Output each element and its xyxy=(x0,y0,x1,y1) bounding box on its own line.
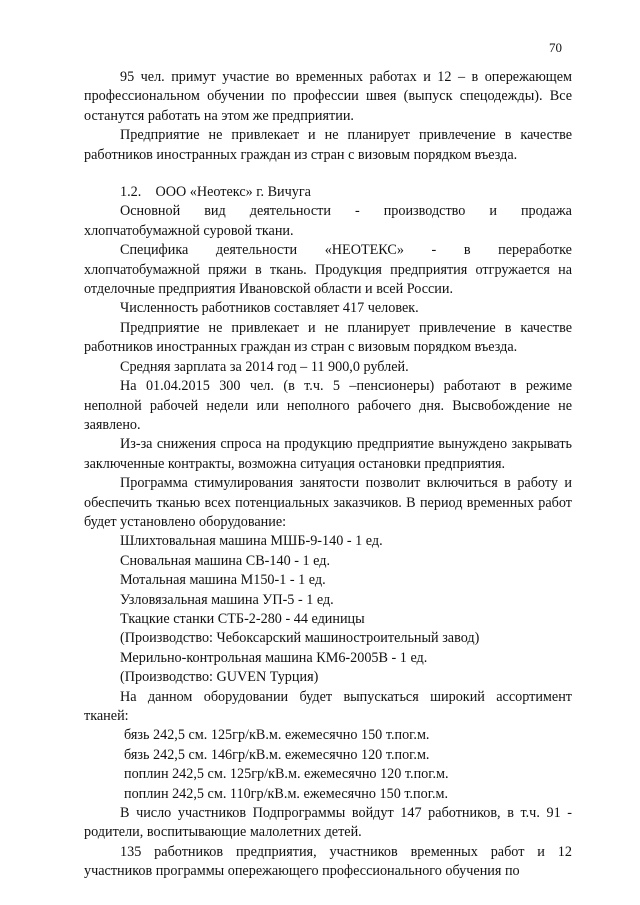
activity-rest: хлопчатобумажной суровой ткани. xyxy=(84,222,294,239)
paragraph-program: Программа стимулирования занятости позволит включиться в работу и обеспечить тканью всех потенциальных заказчиков. В период временных работ будет установлено оборудование: xyxy=(84,475,572,530)
fabric-item: поплин 242,5 см. 125гр/кВ.м. ежемесячно 120 т.пог.м. xyxy=(124,766,449,783)
equipment-item: Сновальная машина СВ-140 - 1 ед. xyxy=(120,552,330,569)
activity-word: деятельности xyxy=(249,203,331,220)
paragraph-foreign-workers: Предприятие не привлекает и не планирует привлечение в качестве работников иностранных граждан из стран с визовым порядком въезда. xyxy=(84,319,572,356)
activity-word: продажа xyxy=(520,203,572,220)
equipment-item: (Производство: GUVEN Турция) xyxy=(120,669,319,686)
document-body xyxy=(84,68,572,882)
paragraph-participants: В число участников Подпрограммы войдут 147 работников, в т.ч. 91 - родители, воспитывающие малолетних детей. xyxy=(84,805,572,841)
specifics-word: «НЕОТЕКС» xyxy=(324,242,404,259)
activity-word: вид xyxy=(204,203,226,220)
specifics-word: в xyxy=(463,242,471,259)
activity-word: и xyxy=(489,203,497,220)
paragraph-temporary-work: 95 чел. примут участие во временных работах и 12 – в опережающем профессиональном обучении по профессии швея (выпуск спецодежды). Все останутся работать на этом же предприятии. xyxy=(84,69,572,124)
specifics-word: переработке xyxy=(498,242,572,259)
paragraph-135-workers: 135 работников предприятия, участников временных работ и 12 участников программы опережающего профессионального обучения по xyxy=(84,843,572,880)
equipment-item: Шлихтовальная машина МШБ-9-140 - 1 ед. xyxy=(120,533,383,550)
equipment-item: Мерильно-контрольная машина КМ6-2005В - 1 ед. xyxy=(120,649,428,666)
paragraph-assortment: На данном оборудовании будет выпускаться широкий ассортимент тканей: xyxy=(84,688,572,724)
fabric-item: бязь 242,5 см. 125гр/кВ.м. ежемесячно 150 т.пог.м. xyxy=(124,727,430,744)
specifics-word: деятельности xyxy=(215,242,298,259)
specifics-line xyxy=(84,241,572,260)
activity-word: производство xyxy=(383,203,466,220)
paragraph-part-time: На 01.04.2015 300 чел. (в т.ч. 5 –пенсионеры) работают в режиме неполной рабочей недели или неполного рабочего дня. Высвобождение не заявлено. xyxy=(84,378,572,433)
specifics-word: - xyxy=(431,242,437,259)
paragraph-salary: Средняя зарплата за 2014 год – 11 900,0 рублей. xyxy=(120,358,409,375)
paragraph-demand: Из-за снижения спроса на продукцию предприятие вынуждено закрывать заключенные контракты, возможна ситуация остановки предприятия. xyxy=(84,436,572,472)
paragraph-headcount: Численность работников составляет 417 человек. xyxy=(120,300,419,317)
equipment-item: Узловязальная машина УП-5 - 1 ед. xyxy=(120,591,334,608)
activity-line xyxy=(84,202,572,221)
specifics-word: Специфика xyxy=(120,242,189,259)
section-heading: 1.2. ООО «Неотекс» г. Вичуга xyxy=(120,184,311,201)
fabric-item: бязь 242,5 см. 146гр/кВ.м. ежемесячно 120 т.пог.м. xyxy=(124,746,430,763)
paragraph-no-foreign-workers: Предприятие не привлекает и не планирует привлечение в качестве работников иностранных граждан из стран с визовым порядком въезда. xyxy=(84,127,572,163)
page-number: 70 xyxy=(549,40,562,55)
equipment-item: (Производство: Чебоксарский машиностроительный завод) xyxy=(120,630,480,647)
activity-word: Основной xyxy=(120,203,181,220)
equipment-item: Мотальная машина М150-1 - 1 ед. xyxy=(120,572,326,589)
activity-word: - xyxy=(354,203,360,220)
equipment-item: Ткацкие станки СТБ-2-280 - 44 единицы xyxy=(120,610,365,627)
fabric-item: поплин 242,5 см. 110гр/кВ.м. ежемесячно 150 т.пог.м. xyxy=(124,785,449,802)
specifics-rest: хлопчатобумажной пряжи в ткань. Продукция предприятия отгружается на отделочные предприятия Ивановской области и всей России. xyxy=(84,261,572,298)
